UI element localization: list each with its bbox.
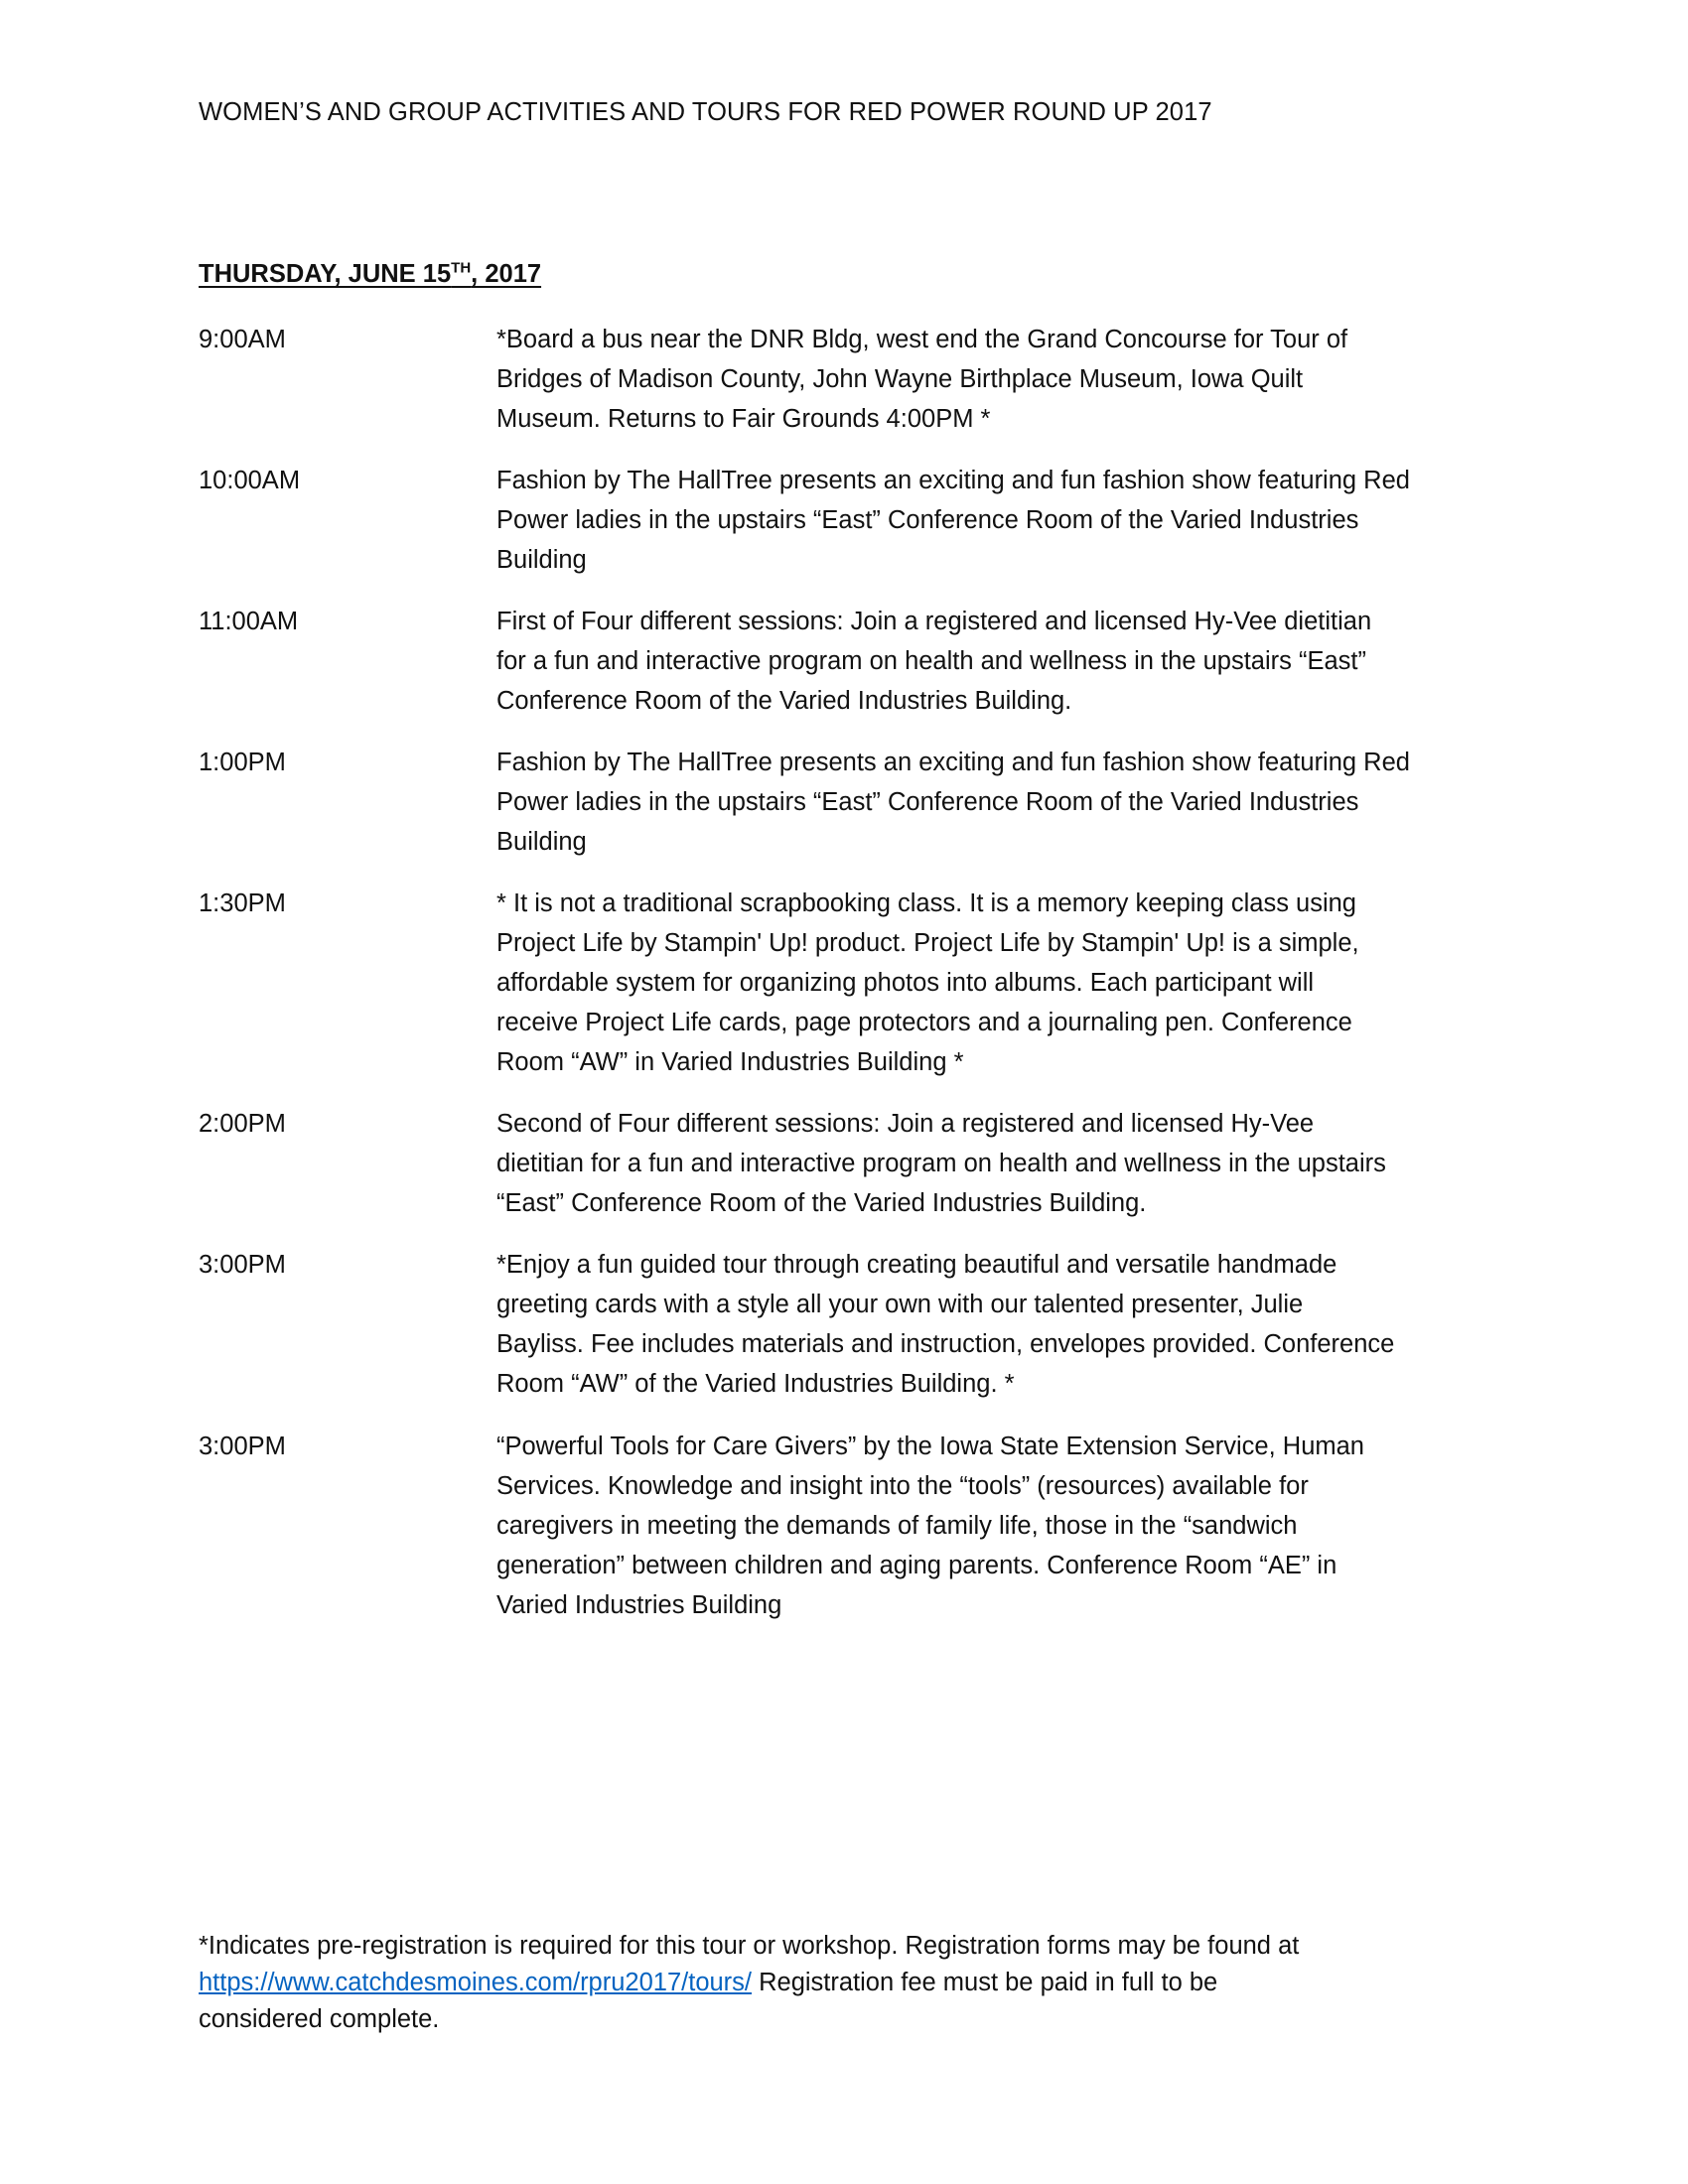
schedule-description <box>496 1104 1509 1223</box>
day-heading-ordinal: TH <box>451 259 472 277</box>
description-line: Museum. Returns to Fair Grounds 4:00PM * <box>496 405 991 433</box>
description-line: caregivers in meeting the demands of family life, those in the “sandwich <box>496 1512 1298 1540</box>
description-line: dietitian for a fun and interactive program on health and wellness in the upstairs <box>496 1150 1386 1177</box>
schedule-description <box>496 884 1509 1082</box>
description-line: Building <box>496 546 587 574</box>
description-line: “Powerful Tools for Care Givers” by the Iowa State Extension Service, Human <box>496 1433 1364 1460</box>
description-line: Bridges of Madison County, John Wayne Birthplace Museum, Iowa Quilt <box>496 365 1304 393</box>
description-line: Bayliss. Fee includes materials and instruction, envelopes provided. Conference <box>496 1330 1395 1358</box>
schedule-time: 10:00AM <box>199 467 301 494</box>
schedule-time: 1:30PM <box>199 889 286 917</box>
schedule-description <box>496 320 1509 439</box>
description-line: Building <box>496 828 587 856</box>
description-line: Services. Knowledge and insight into the “tools” (resources) available for <box>496 1472 1309 1500</box>
description-line: Fashion by The HallTree presents an exciting and fun fashion show featuring Red <box>496 467 1410 494</box>
registration-footnote <box>199 1928 1499 2038</box>
description-line: *Enjoy a fun guided tour through creating beautiful and versatile handmade <box>496 1251 1337 1279</box>
schedule-description <box>496 743 1509 862</box>
description-line: receive Project Life cards, page protectors and a journaling pen. Conference <box>496 1009 1352 1036</box>
schedule-time: 3:00PM <box>199 1251 286 1279</box>
description-line: “East” Conference Room of the Varied Industries Building. <box>496 1189 1147 1217</box>
description-line: Power ladies in the upstairs “East” Conference Room of the Varied Industries <box>496 788 1359 816</box>
page-title: WOMEN’S AND GROUP ACTIVITIES AND TOURS FOR RED POWER ROUND UP 2017 <box>199 98 1212 126</box>
registration-link[interactable]: https://www.catchdesmoines.com/rpru2017/tours/ <box>199 1969 753 1996</box>
footnote-text: Registration fee must be paid in full to be <box>752 1969 1218 1996</box>
footnote-line: *Indicates pre-registration is required for this tour or workshop. Registration forms may be found at <box>199 1932 1300 1960</box>
day-heading-date: THURSDAY, JUNE 15 <box>199 260 452 288</box>
schedule-description <box>496 1245 1509 1404</box>
description-line: generation” between children and aging parents. Conference Room “AE” in <box>496 1552 1337 1579</box>
description-line: for a fun and interactive program on health and wellness in the upstairs “East” <box>496 647 1366 675</box>
footnote-line <box>199 1965 1499 2001</box>
schedule-description <box>496 602 1509 721</box>
description-line: * It is not a traditional scrapbooking class. It is a memory keeping class using <box>496 889 1356 917</box>
description-line: greeting cards with a style all your own with our talented presenter, Julie <box>496 1291 1304 1318</box>
description-line: Varied Industries Building <box>496 1591 782 1619</box>
day-heading <box>199 260 541 289</box>
schedule-description <box>496 1427 1509 1625</box>
description-line: Conference Room of the Varied Industries Building. <box>496 687 1072 715</box>
day-heading-year: , 2017 <box>471 260 542 288</box>
schedule-time: 1:00PM <box>199 749 286 776</box>
description-line: Fashion by The HallTree presents an exciting and fun fashion show featuring Red <box>496 749 1410 776</box>
description-line: *Board a bus near the DNR Bldg, west end the Grand Concourse for Tour of <box>496 326 1348 353</box>
description-line: affordable system for organizing photos into albums. Each participant will <box>496 969 1315 997</box>
description-line: Project Life by Stampin' Up! product. Project Life by Stampin' Up! is a simple, <box>496 929 1359 957</box>
description-line: Second of Four different sessions: Join a registered and licensed Hy-Vee <box>496 1110 1315 1138</box>
description-line: Power ladies in the upstairs “East” Conference Room of the Varied Industries <box>496 506 1359 534</box>
schedule-time: 3:00PM <box>199 1433 286 1460</box>
schedule-time: 2:00PM <box>199 1110 286 1138</box>
schedule-description <box>496 461 1509 580</box>
description-line: Room “AW” in Varied Industries Building * <box>496 1048 964 1076</box>
footnote-line: considered complete. <box>199 2005 440 2033</box>
description-line: First of Four different sessions: Join a registered and licensed Hy-Vee dietitian <box>496 608 1372 635</box>
schedule-time: 11:00AM <box>199 608 299 635</box>
description-line: Room “AW” of the Varied Industries Building. * <box>496 1370 1015 1398</box>
schedule-time: 9:00AM <box>199 326 286 353</box>
